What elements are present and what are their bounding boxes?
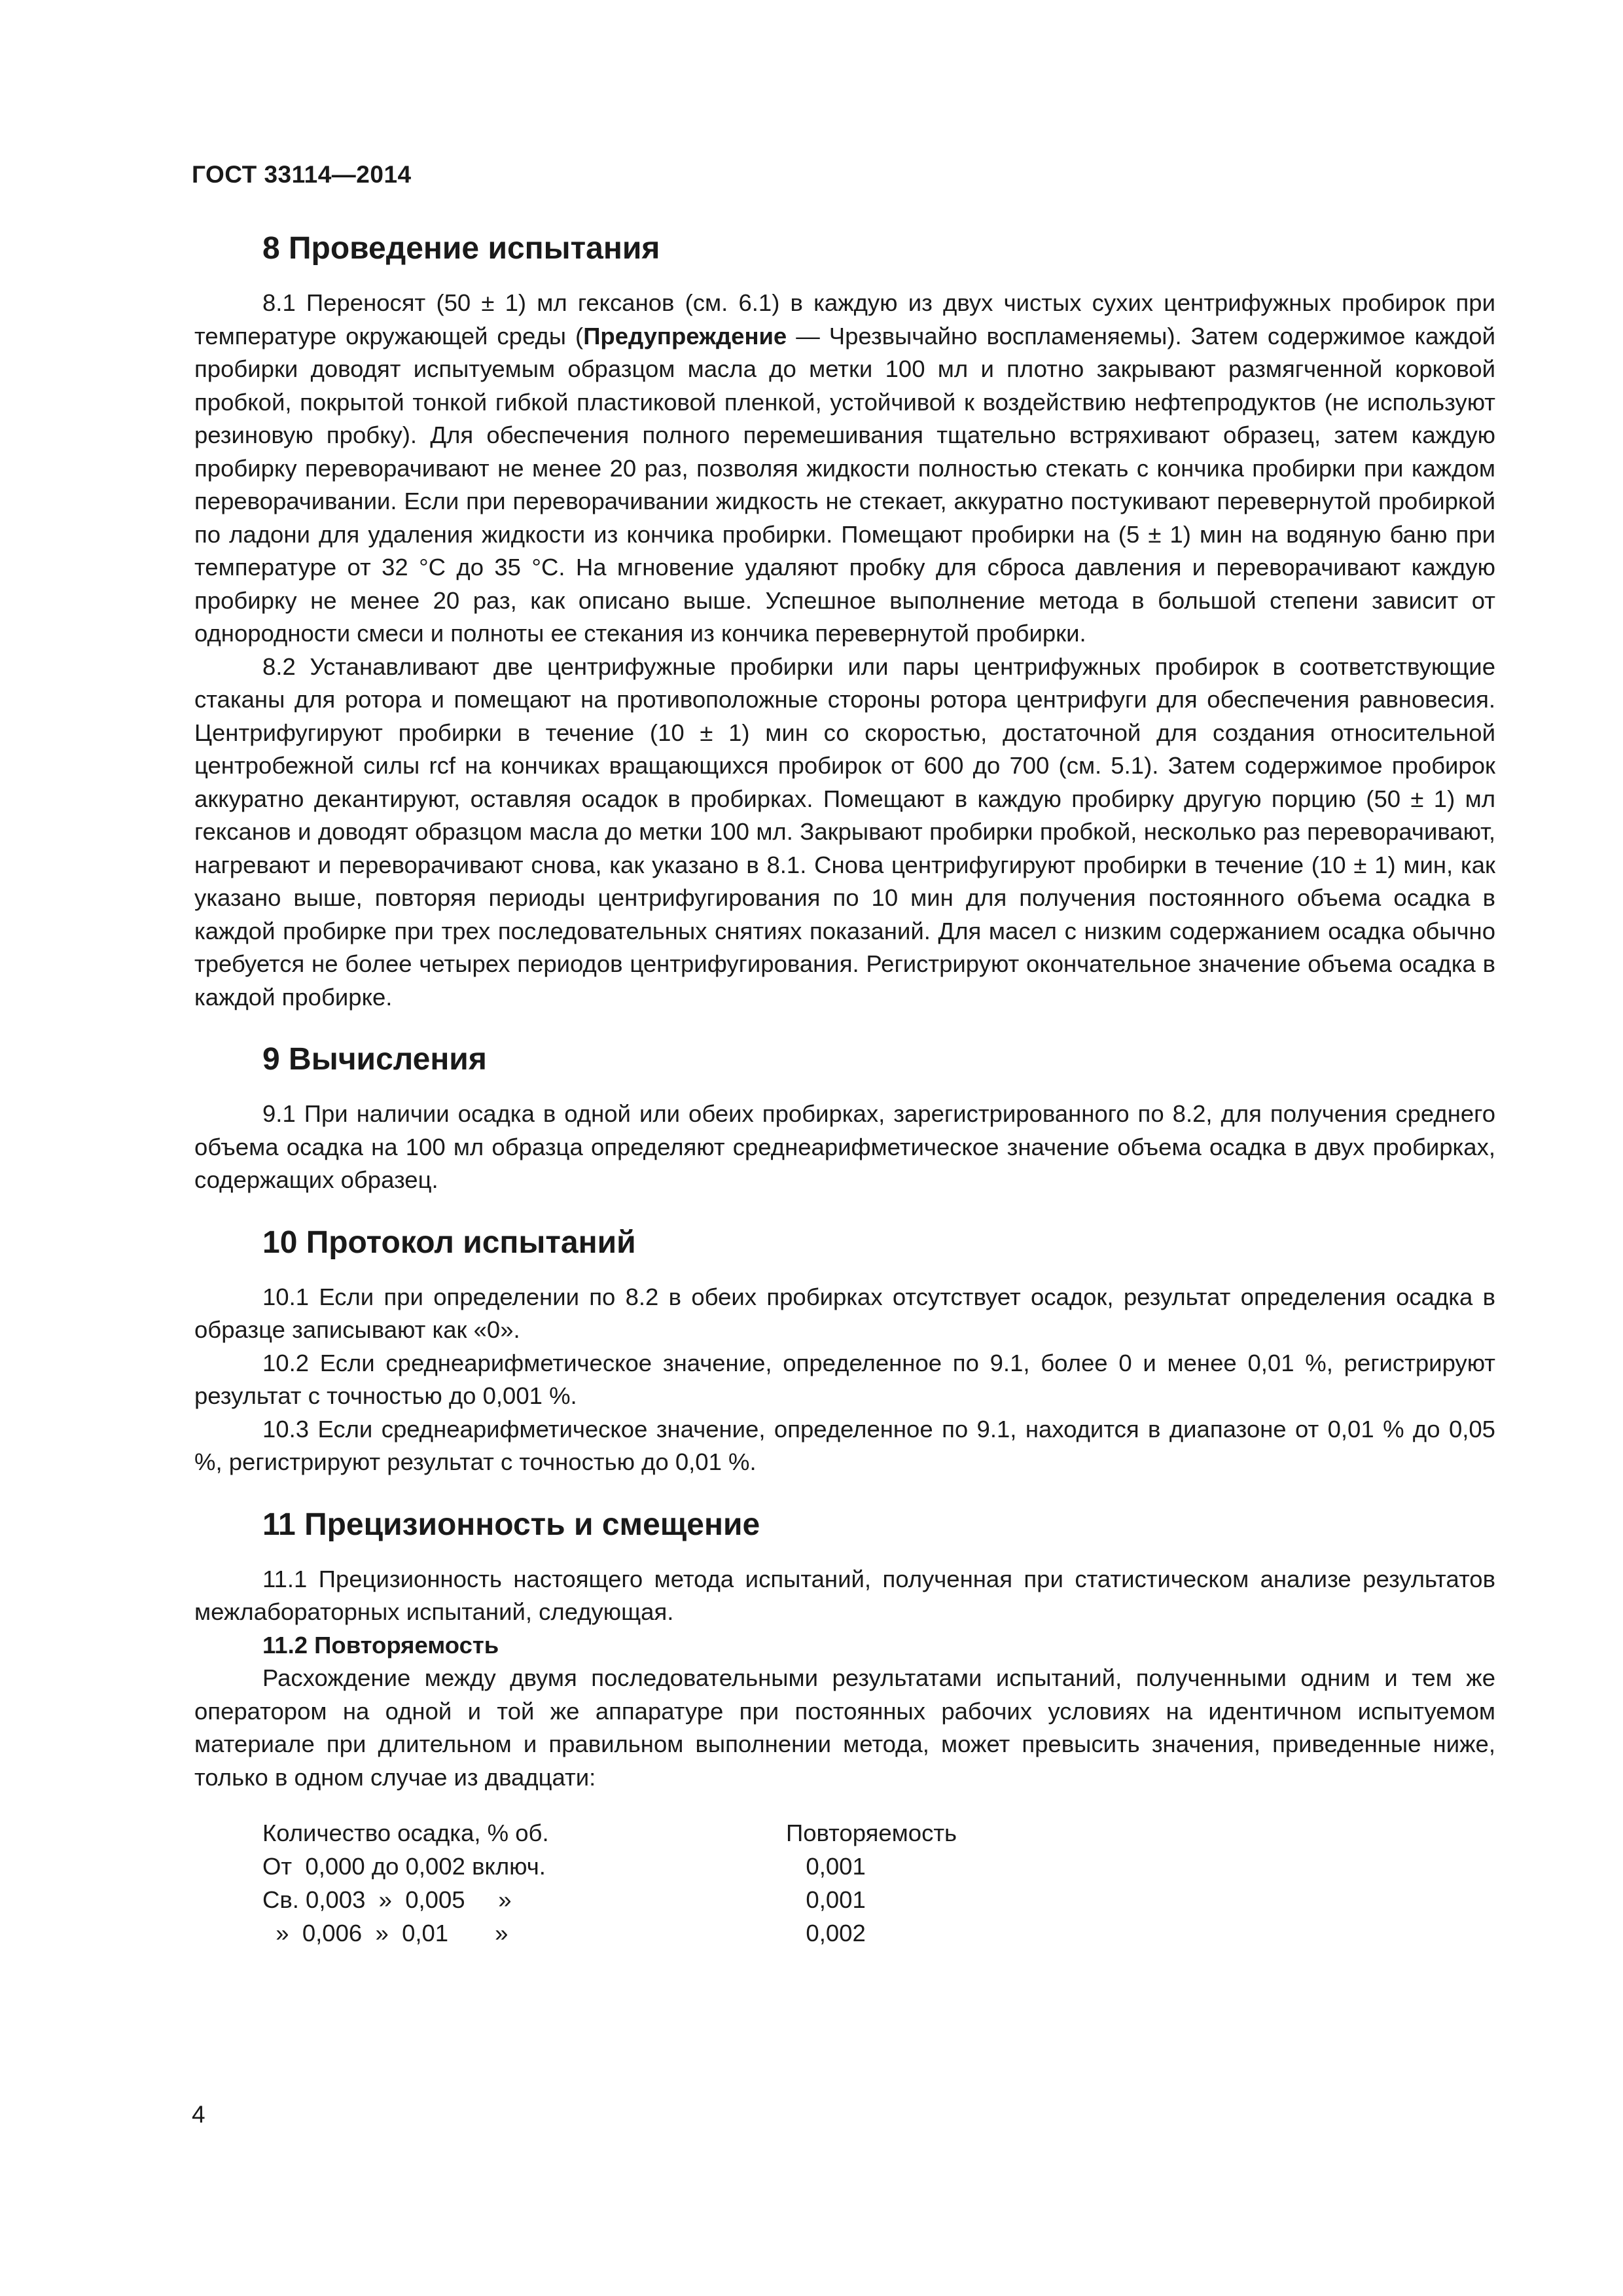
table-header-row (262, 1816, 1495, 1850)
paragraph-8-1-text-start: 8.1 Переносят (50 ± 1) мл гексанов (см. 6.1) в каждую из двух чистых сухих центрифужных пробирок при температуре окружающей среды ( (194, 289, 1495, 350)
paragraph-8-1 (194, 287, 1495, 651)
warning-label: Предупреждение (583, 322, 787, 350)
table-cell: 0,001 (786, 1853, 866, 1880)
section-11-title: 11 Прецизионность и смещение (262, 1507, 760, 1542)
document-body (194, 229, 1495, 1950)
table-row (262, 1916, 1495, 1950)
section-10-title: 10 Протокол испытаний (262, 1225, 636, 1260)
table-cell: 0,002 (786, 1920, 866, 1946)
table-cell: » 0,006 » 0,01 » (262, 1920, 508, 1946)
repeatability-table (194, 1816, 1495, 1950)
table-row (262, 1850, 1495, 1883)
table-cell: 0,001 (786, 1886, 866, 1913)
subsection-11-2-title: 11.2 Повторяемость (262, 1631, 499, 1659)
paragraph-10-2: 10.2 Если среднеарифметическое значение, определенное по 9.1, более 0 и менее 0,01 %, регистрируют результат с точностью до 0,001 %. (194, 1349, 1495, 1409)
paragraph-9-1: 9.1 При наличии осадка в одной или обеих пробирках, зарегистрированного по 8.2, для получения среднего объема осадка на 100 мл образца определяют среднеарифметическое значение объема осадка в двух пробирках, содержащих образец. (194, 1100, 1495, 1193)
document-header: ГОСТ 33114—2014 (192, 161, 412, 188)
table-row (262, 1883, 1495, 1916)
table-header-cell: Количество осадка, % об. (262, 1820, 549, 1846)
table-cell: От 0,000 до 0,002 включ. (262, 1853, 546, 1880)
table-cell: Св. 0,003 » 0,005 » (262, 1886, 512, 1913)
paragraph-11-1: 11.1 Прецизионность настоящего метода испытаний, полученная при статистическом анализе результатов межлабораторных испытаний, следующая. (194, 1565, 1495, 1625)
paragraph-10-1: 10.1 Если при определении по 8.2 в обеих пробирках отсутствует осадок, результат определения осадка в образце записывают как «0». (194, 1283, 1495, 1343)
page-number: 4 (192, 2101, 205, 2128)
paragraph-10-3: 10.3 Если среднеарифметическое значение, определенное по 9.1, находится в диапазоне от 0,01 % до 0,05 %, регистрируют результат с точностью до 0,01 %. (194, 1415, 1495, 1475)
paragraph-11-2: Расхождение между двумя последовательными результатами испытаний, полученными одним и тем же оператором на одной и той же аппаратуре при постоянных рабочих условиях на идентичном испытуемом материале при длительном и правильном выполнении метода, может превысить значения, приведенные ниже, только в одном случае из двадцати: (194, 1664, 1495, 1791)
section-9-title: 9 Вычисления (262, 1042, 487, 1077)
paragraph-8-1-text-end: — Чрезвычайно воспламеняемы). Затем содержимое каждой пробирки доводят испытуемым образцом масла до метки 100 мл и плотно закрывают размягченной корковой пробкой, покрытой тонкой гибкой пластиковой пленкой, устойчивой к воздействию нефтепродуктов (не используют резиновую пробку). Для обеспечения полного перемешивания тщательно встряхивают образец, затем каждую пробирку переворачивают не менее 20 раз, позволяя жидкости полностью стекать с кончика пробирки при каждом переворачивании. Если при переворачивании жидкость не стекает, аккуратно постукивают перевернутой пробиркой по ладони для удаления жидкости из кончика пробирки. Помещают пробирки на (5 ± 1) мин на водяную баню при температуре от 32 °С до 35 °С. На мгновение удаляют пробку для сброса давления и переворачивают каждую пробирку не менее 20 раз, как описано выше. Успешное выполнение метода в большой степени зависит от однородности смеси и полноты ее стекания из кончика перевернутой пробирки. (194, 322, 1495, 647)
table-header-cell: Повторяемость (786, 1820, 957, 1846)
section-8-title: 8 Проведение испытания (262, 231, 660, 266)
paragraph-8-2: 8.2 Устанавливают две центрифужные пробирки или пары центрифужных пробирок в соответствующие стаканы для ротора и помещают на противоположные стороны ротора центрифуги для обеспечения равновесия. Центрифугируют пробирки в течение (10 ± 1) мин со скоростью, достаточной для создания относительной центробежной силы rcf на кончиках вращающихся пробирок от 600 до 700 (см. 5.1). Затем содержимое пробирок аккуратно декантируют, оставляя осадок в пробирках. Помещают в каждую пробирку другую порцию (50 ± 1) мл гексанов и доводят образцом масла до метки 100 мл. Закрывают пробирки пробкой, несколько раз переворачивают, нагревают и переворачивают снова, как указано в 8.1. Снова центрифугируют пробирки в течение (10 ± 1) мин, как указано выше, повторяя периоды центрифугирования по 10 мин для получения постоянного объема осадка в каждой пробирке при трех последовательных снятиях показаний. Для масел с низким содержанием осадка обычно требуется не более четырех периодов центрифугирования. Регистрируют окончательное значение объема осадка в каждой пробирке. (194, 653, 1495, 1011)
